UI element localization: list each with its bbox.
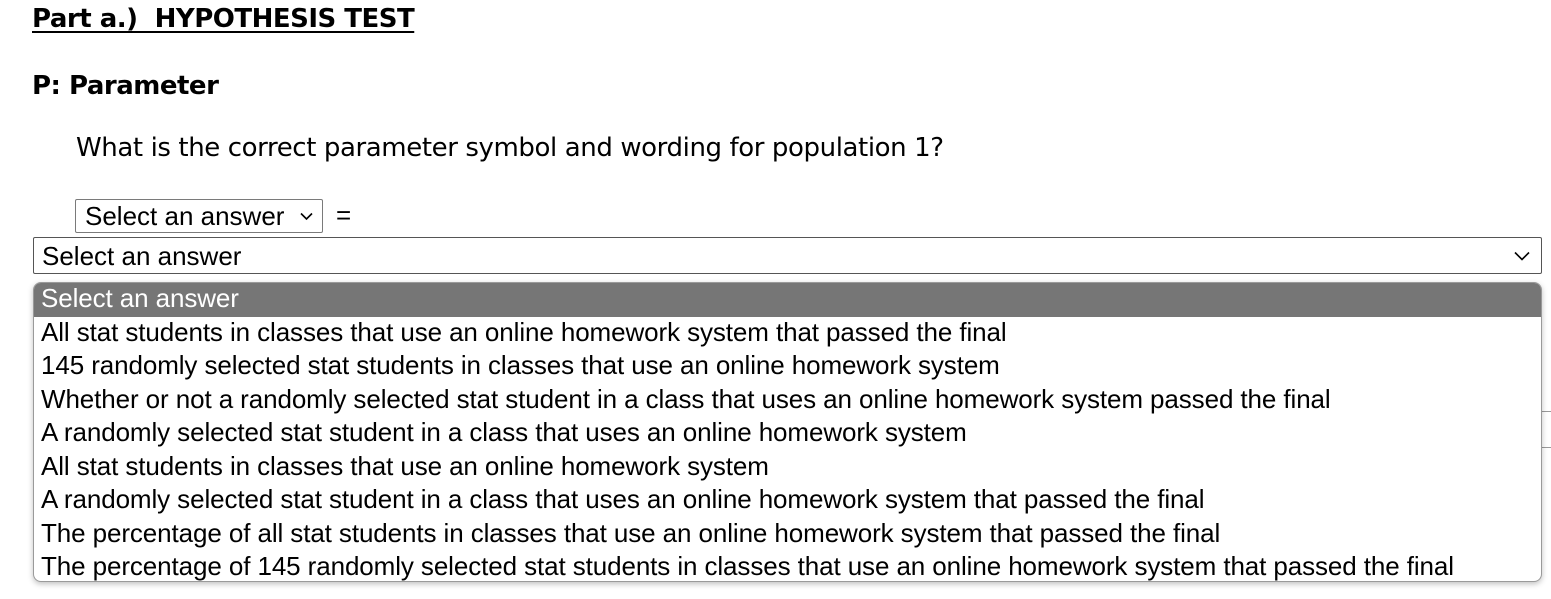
parameter-symbol-select[interactable] xyxy=(75,199,323,233)
part-title: Part a.) HYPOTHESIS TEST xyxy=(32,4,415,34)
equals-sign: = xyxy=(336,200,352,230)
dropdown-option[interactable]: Select an answer xyxy=(34,283,1541,317)
section-title: P: Parameter xyxy=(32,71,219,101)
dropdown-option[interactable]: All stat students in classes that use an online homework system that passed the final xyxy=(41,316,1007,347)
parameter-wording-select[interactable] xyxy=(33,237,1542,274)
chevron-down-icon xyxy=(1514,251,1530,261)
parameter-wording-dropdown-list[interactable] xyxy=(33,282,1542,582)
dropdown-option[interactable]: The percentage of all stat students in classes that use an online homework system that passed the final xyxy=(41,517,1221,548)
parameter-symbol-select-value: Select an answer xyxy=(85,201,285,231)
dropdown-option[interactable]: A randomly selected stat student in a class that uses an online homework system xyxy=(41,417,967,447)
dropdown-option[interactable]: The percentage of 145 randomly selected stat students in classes that use an online homework system that passed the final xyxy=(41,551,1454,581)
parameter-wording-select-value: Select an answer xyxy=(42,241,242,271)
dropdown-option[interactable]: Whether or not a randomly selected stat student in a class that uses an online homework system passed the final xyxy=(41,383,1331,414)
dropdown-option[interactable]: 145 randomly selected stat students in classes that use an online homework system xyxy=(41,350,1000,380)
question-text: What is the correct parameter symbol and wording for population 1? xyxy=(76,133,944,163)
chevron-down-icon xyxy=(300,212,313,221)
dropdown-option[interactable]: All stat students in classes that use an online homework system xyxy=(41,450,769,481)
dropdown-option[interactable]: A randomly selected stat student in a class that uses an online homework system that passed the final xyxy=(41,484,1205,514)
